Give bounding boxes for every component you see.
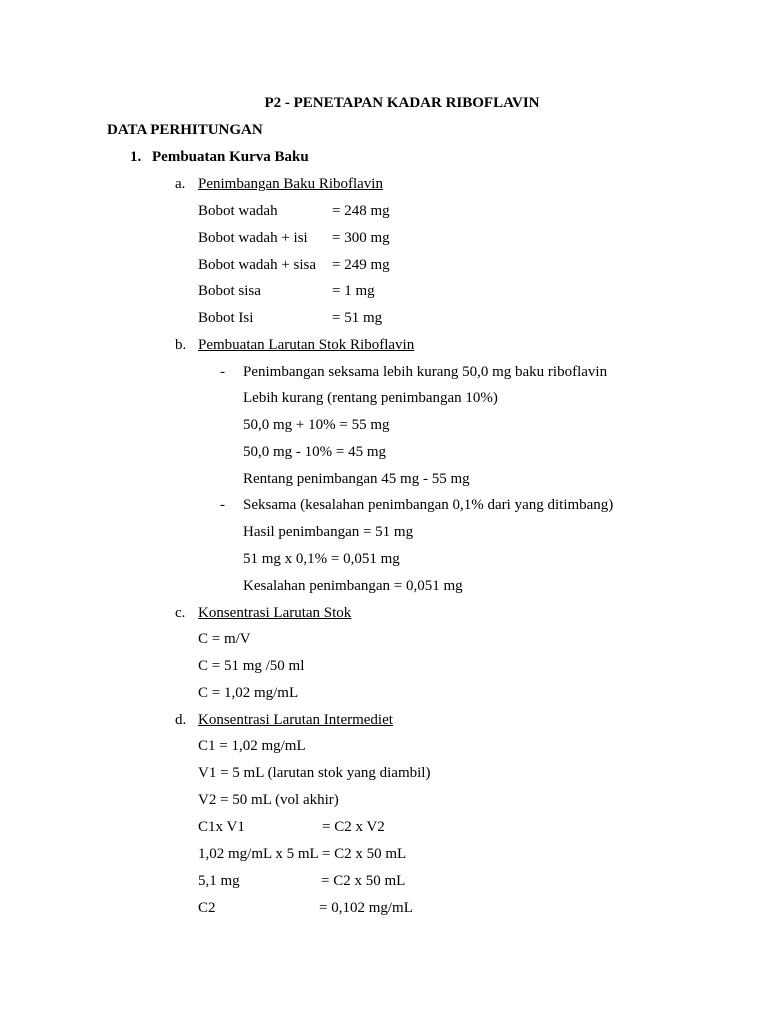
equation-line: 1,02 mg/mL x 5 mL = C2 x 50 mL (198, 846, 407, 862)
weight-value: = 1 mg (332, 283, 375, 299)
equation-right: = 0,102 mg/mL (319, 900, 413, 916)
equation-left: C2 (198, 900, 216, 916)
weight-label: Bobot sisa (198, 283, 261, 299)
equation-left: C1x V1 (198, 819, 245, 835)
bullet-dash: - (220, 364, 225, 380)
formula-line: V1 = 5 mL (larutan stok yang diambil) (198, 765, 431, 781)
weight-label: Bobot Isi (198, 310, 254, 326)
sub-b-title: Pembuatan Larutan Stok Riboflavin (198, 337, 415, 353)
bullet-line: Rentang penimbangan 45 mg - 55 mg (243, 471, 470, 487)
equation-left: 5,1 mg (198, 873, 240, 889)
weight-label: Bobot wadah + sisa (198, 257, 317, 273)
bullet-line: Hasil penimbangan = 51 mg (243, 524, 414, 540)
formula-line: V2 = 50 mL (vol akhir) (198, 792, 339, 808)
section-heading: DATA PERHITUNGAN (107, 122, 263, 138)
sub-c-title: Konsentrasi Larutan Stok (198, 605, 352, 621)
formula-line: C = m/V (198, 631, 251, 647)
weight-value: = 249 mg (332, 257, 390, 273)
bullet-line: 50,0 mg + 10% = 55 mg (243, 417, 390, 433)
weight-value: = 248 mg (332, 203, 390, 219)
equation-right: = C2 x V2 (322, 819, 385, 835)
item-number: 1. (130, 149, 142, 165)
sub-c-marker: c. (175, 605, 186, 621)
sub-a-marker: a. (175, 176, 186, 192)
bullet-line: Kesalahan penimbangan = 0,051 mg (243, 578, 463, 594)
page-title: P2 - PENETAPAN KADAR RIBOFLAVIN (264, 95, 540, 111)
bullet-line: 50,0 mg - 10% = 45 mg (243, 444, 387, 460)
sub-b-marker: b. (175, 337, 187, 353)
formula-line: C = 1,02 mg/mL (198, 685, 299, 701)
weight-value: = 300 mg (332, 230, 390, 246)
sub-d-title: Konsentrasi Larutan Intermediet (198, 712, 393, 728)
item-label: Pembuatan Kurva Baku (152, 149, 309, 165)
formula-line: C1 = 1,02 mg/mL (198, 738, 306, 754)
formula-line: C = 51 mg /50 ml (198, 658, 305, 674)
bullet-line: Lebih kurang (rentang penimbangan 10%) (243, 390, 498, 406)
sub-a-title: Penimbangan Baku Riboflavin (198, 176, 383, 192)
weight-label: Bobot wadah + isi (198, 230, 308, 246)
bullet-line: Seksama (kesalahan penimbangan 0,1% dari yang ditimbang) (243, 497, 614, 513)
bullet-dash: - (220, 497, 225, 513)
weight-value: = 51 mg (332, 310, 383, 326)
bullet-line: 51 mg x 0,1% = 0,051 mg (243, 551, 400, 567)
bullet-line: Penimbangan seksama lebih kurang 50,0 mg baku riboflavin (243, 364, 608, 380)
weight-label: Bobot wadah (198, 203, 278, 219)
equation-right: = C2 x 50 mL (321, 873, 406, 889)
sub-d-marker: d. (175, 712, 187, 728)
